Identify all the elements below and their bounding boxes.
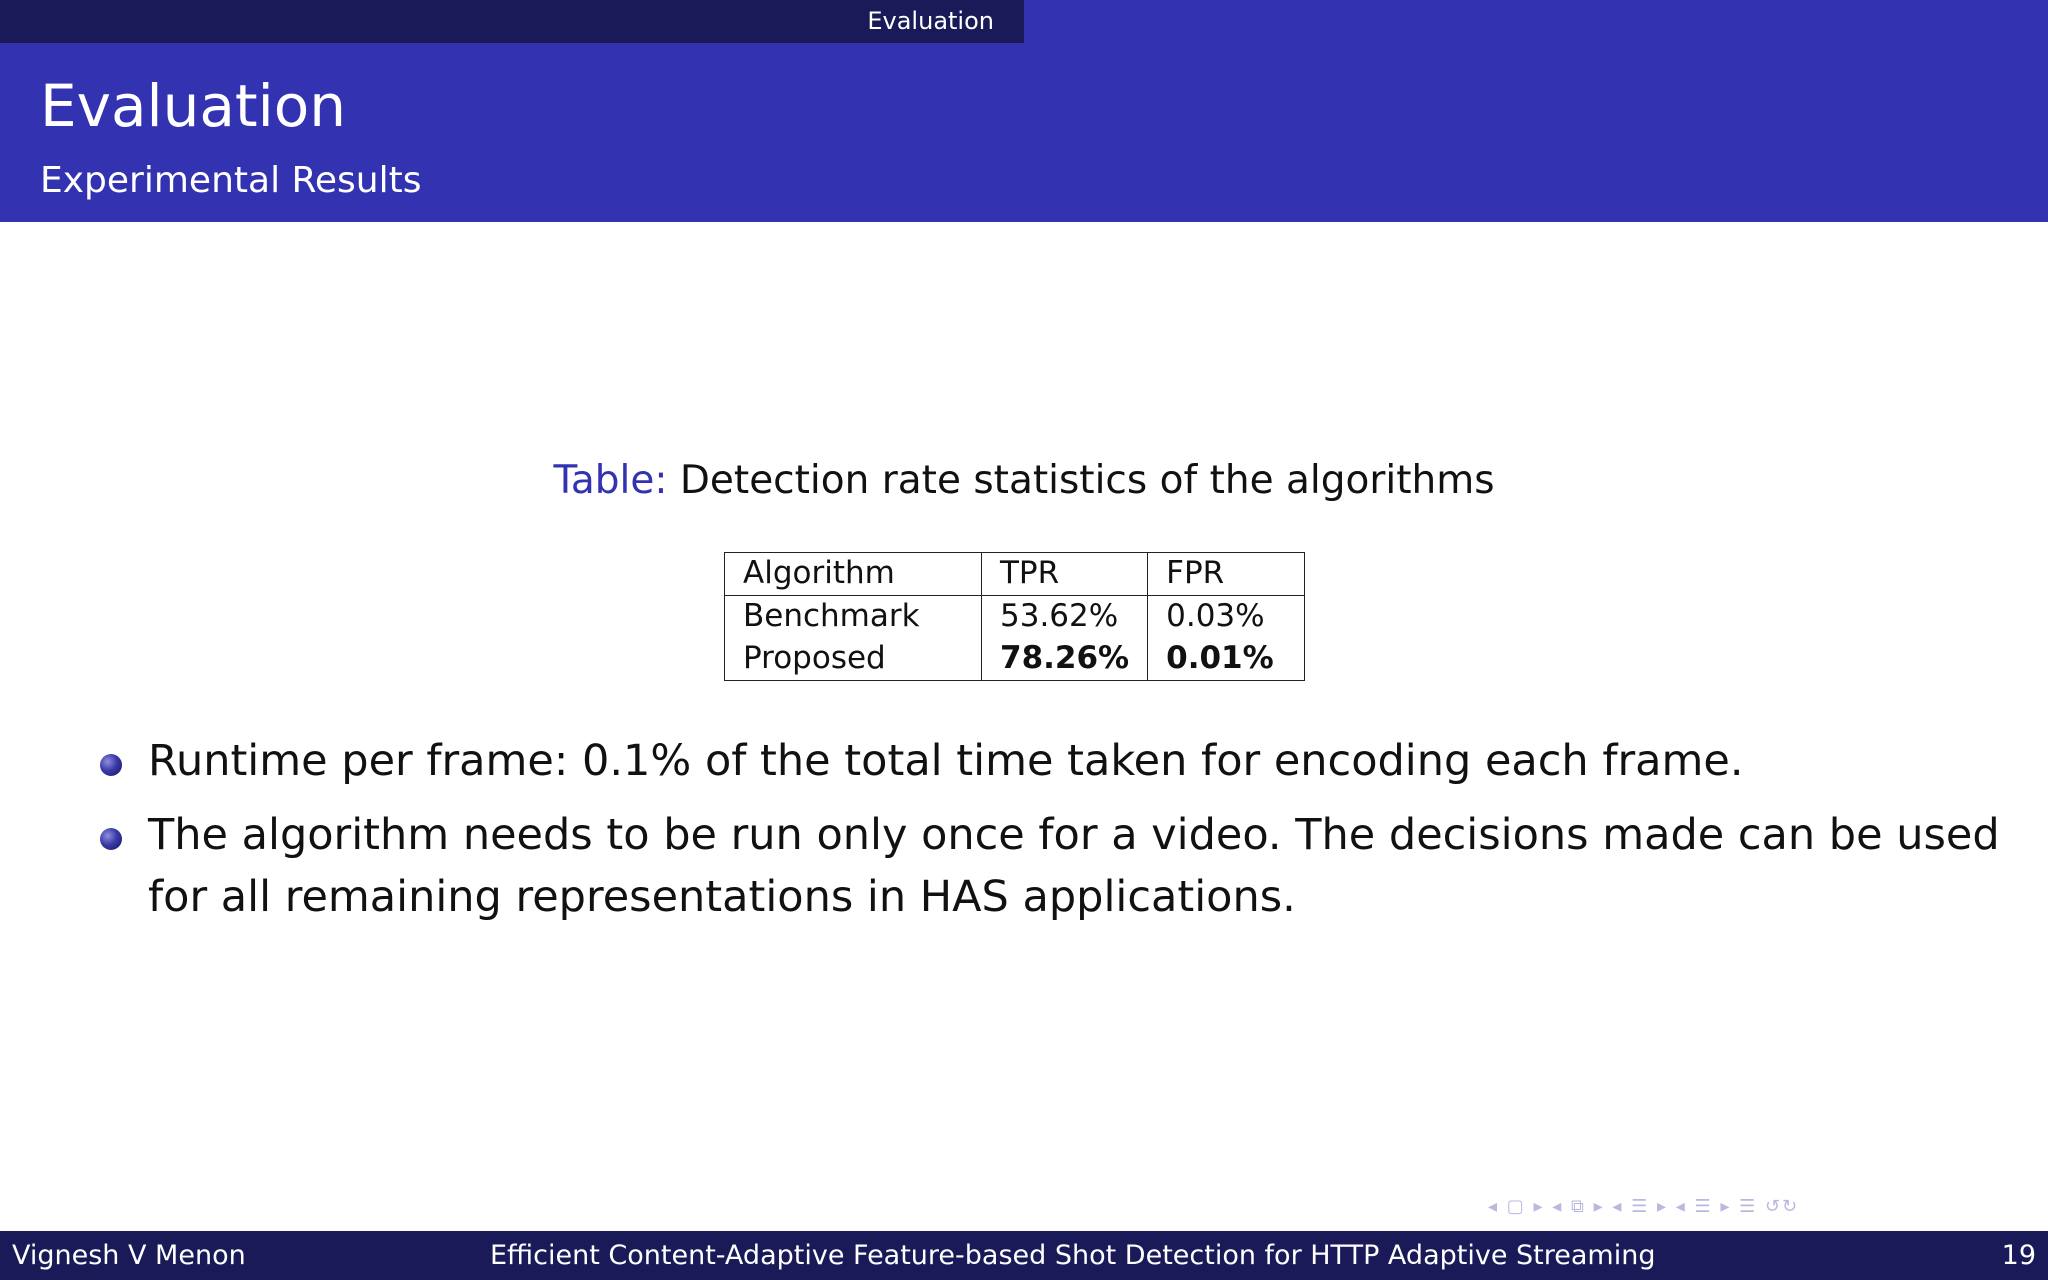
list-item — [100, 804, 2010, 928]
bullet-text: Runtime per frame: 0.1% of the total time taken for encoding each frame. — [148, 736, 1744, 786]
footer-bar — [0, 1231, 2048, 1280]
section-nav — [0, 0, 1024, 43]
bullet-icon — [100, 754, 122, 776]
table-header-row — [725, 553, 1305, 596]
bullet-list — [100, 730, 2010, 940]
frame-title: Evaluation — [40, 72, 347, 140]
beamer-navigation-symbols[interactable]: ◂ ▢ ▸ ◂ ⧉ ▸ ◂ ☰ ▸ ◂ ☰ ▸ ☰ ↺↻ — [1488, 1196, 1800, 1217]
frame-subtitle: Experimental Results — [40, 160, 422, 201]
table-row — [725, 596, 1305, 639]
bullet-text: The algorithm needs to be run only once for a video. The decisions made can be used for all remaining representations in HAS applications. — [148, 810, 2000, 922]
table-cell: 53.62% — [982, 596, 1148, 639]
bullet-icon — [100, 828, 122, 850]
table-cell: Benchmark — [725, 596, 982, 639]
column-header: FPR — [1148, 553, 1305, 596]
top-navigation-bar — [0, 0, 2048, 43]
table-caption-text: Detection rate statistics of the algorithms — [679, 458, 1495, 503]
footer-title: Efficient Content-Adaptive Feature-based Shot Detection for HTTP Adaptive Streaming — [490, 1240, 1656, 1271]
section-link-evaluation[interactable]: Evaluation — [867, 7, 994, 35]
column-header: Algorithm — [725, 553, 982, 596]
list-item — [100, 730, 2010, 792]
page-number: 19 — [2001, 1240, 2036, 1271]
table-row — [725, 638, 1305, 681]
footer-author: Vignesh V Menon — [12, 1240, 246, 1271]
table-cell: Proposed — [725, 638, 982, 681]
results-table — [724, 552, 1305, 681]
table-cell: 0.01% — [1148, 638, 1305, 681]
table-caption — [0, 458, 2048, 505]
column-header: TPR — [982, 553, 1148, 596]
table-cell: 78.26% — [982, 638, 1148, 681]
table-caption-label: Table: — [553, 458, 668, 503]
table-cell: 0.03% — [1148, 596, 1305, 639]
frame-header — [0, 43, 2048, 222]
